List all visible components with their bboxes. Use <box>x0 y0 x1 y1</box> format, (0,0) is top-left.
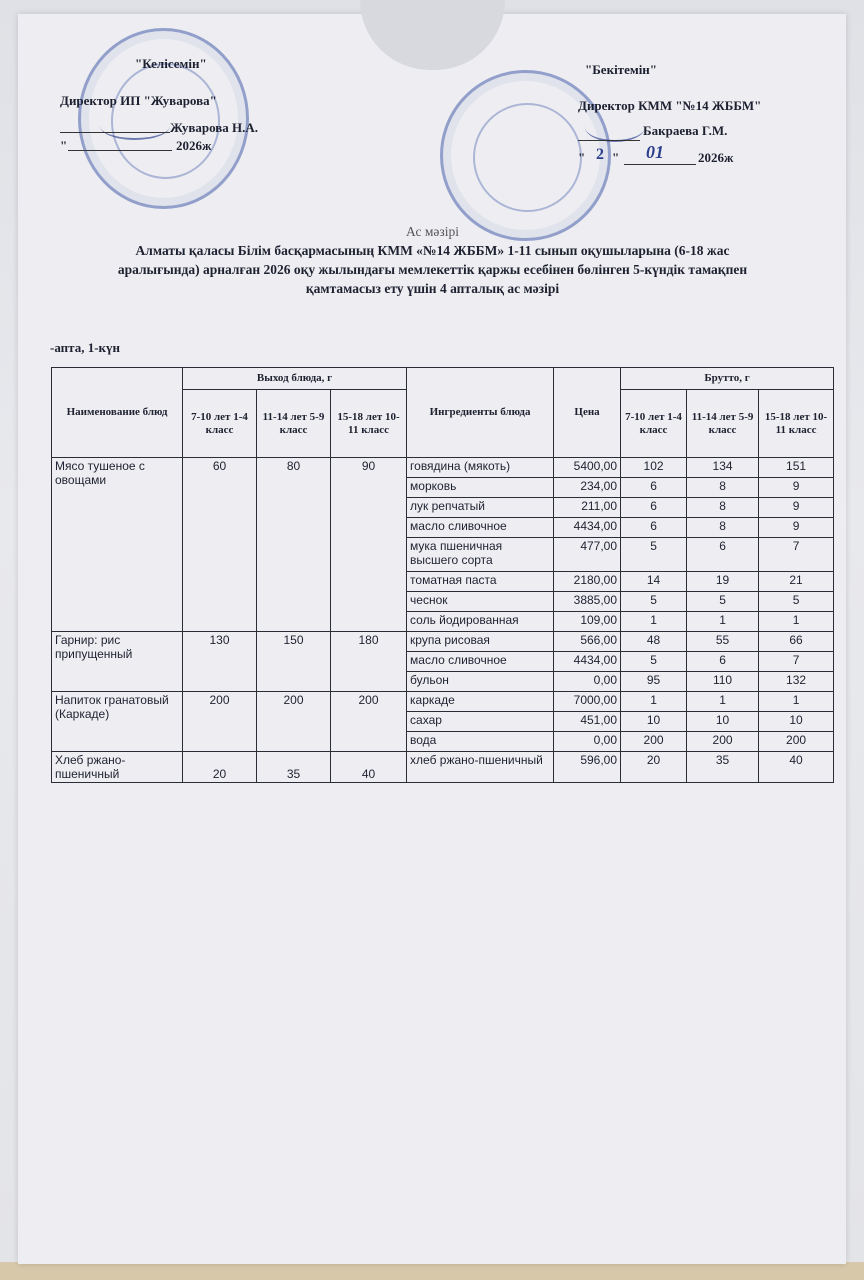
dish-yield-1: 130 <box>183 632 257 692</box>
ingredient-name: лук репчатый <box>407 498 554 518</box>
gross-age-1: 1 <box>621 692 687 712</box>
approval-right-date-quote: " <box>578 150 586 165</box>
gross-age-3: 21 <box>759 572 834 592</box>
dish-name: Мясо тушеное с овощами <box>52 458 183 632</box>
approval-right-name: Бакраева Г.М. <box>643 123 728 138</box>
ingredient-name: мука пшеничная высшего сорта <box>407 538 554 572</box>
approval-right-position: Директор КММ "№14 ЖББМ" <box>578 98 762 113</box>
header-ingredients: Ингредиенты блюда <box>407 368 554 458</box>
ingredient-name: вода <box>407 732 554 752</box>
gross-age-1: 5 <box>621 592 687 612</box>
dish-yield-3: 90 <box>331 458 407 632</box>
ingredient-price: 7000,00 <box>554 692 621 712</box>
table-row <box>52 458 834 478</box>
approval-right-date-line <box>624 164 696 165</box>
gross-age-3: 1 <box>759 612 834 632</box>
approval-left-label: "Келісемін" <box>135 56 207 71</box>
gross-age-1: 200 <box>621 732 687 752</box>
menu-table-body <box>52 458 834 783</box>
ingredient-name: бульон <box>407 672 554 692</box>
seal-stamp-right <box>440 70 611 241</box>
table-row <box>52 752 834 783</box>
gross-age-2: 35 <box>687 752 759 783</box>
table-row <box>52 692 834 712</box>
header-yield-age-1: 7-10 лет 1-4 класс <box>183 390 257 458</box>
approval-left-date: 2026ж <box>176 138 212 153</box>
gross-age-2: 134 <box>687 458 759 478</box>
header-price: Цена <box>554 368 621 458</box>
approval-left-signature-line <box>60 132 170 133</box>
gross-age-3: 10 <box>759 712 834 732</box>
gross-age-1: 14 <box>621 572 687 592</box>
dish-yield-3: 200 <box>331 692 407 752</box>
gross-age-3: 151 <box>759 458 834 478</box>
ingredient-price: 3885,00 <box>554 592 621 612</box>
gross-age-3: 7 <box>759 652 834 672</box>
gross-age-2: 1 <box>687 612 759 632</box>
approval-right-signature-line <box>578 140 640 141</box>
title-line-1: Ас мәзірі <box>406 224 459 239</box>
gross-age-1: 10 <box>621 712 687 732</box>
gross-age-1: 6 <box>621 498 687 518</box>
gross-age-3: 1 <box>759 692 834 712</box>
header-gross: Брутто, г <box>621 368 834 390</box>
dish-yield-1: 200 <box>183 692 257 752</box>
gross-age-3: 40 <box>759 752 834 783</box>
header-gross-age-2: 11-14 лет 5-9 класс <box>687 390 759 458</box>
dish-yield-1: 20 <box>183 752 257 783</box>
gross-age-2: 200 <box>687 732 759 752</box>
approval-left-date-line <box>68 150 172 151</box>
approval-right-date-quote-close: " <box>612 150 620 165</box>
ingredient-price: 2180,00 <box>554 572 621 592</box>
approval-left-date-quote: " <box>60 138 68 153</box>
signature-right <box>585 112 645 142</box>
ingredient-name: чеснок <box>407 592 554 612</box>
gross-age-3: 132 <box>759 672 834 692</box>
title-line-4: қамтамасыз ету үшін 4 апталық ас мәзірі <box>305 281 560 296</box>
menu-title <box>60 222 805 298</box>
ingredient-price: 0,00 <box>554 672 621 692</box>
menu-table <box>51 367 834 783</box>
ingredient-name: говядина (мякоть) <box>407 458 554 478</box>
ingredient-name: крупа рисовая <box>407 632 554 652</box>
dish-name: Хлеб ржано-пшеничный <box>52 752 183 783</box>
ingredient-price: 109,00 <box>554 612 621 632</box>
dish-yield-2: 80 <box>257 458 331 632</box>
gross-age-2: 110 <box>687 672 759 692</box>
ingredient-name: сахар <box>407 712 554 732</box>
gross-age-2: 8 <box>687 478 759 498</box>
approval-right-date: 2026ж <box>698 150 734 165</box>
gross-age-2: 55 <box>687 632 759 652</box>
ingredient-price: 211,00 <box>554 498 621 518</box>
header-dish: Наименование блюд <box>52 368 183 458</box>
gross-age-3: 200 <box>759 732 834 752</box>
gross-age-1: 6 <box>621 478 687 498</box>
approval-left-name: Жуварова Н.А. <box>170 120 259 135</box>
ingredient-price: 4434,00 <box>554 652 621 672</box>
header-gross-age-3: 15-18 лет 10-11 класс <box>759 390 834 458</box>
header-gross-age-1: 7-10 лет 1-4 класс <box>621 390 687 458</box>
gross-age-3: 7 <box>759 538 834 572</box>
gross-age-2: 5 <box>687 592 759 612</box>
gross-age-2: 8 <box>687 498 759 518</box>
gross-age-1: 95 <box>621 672 687 692</box>
signature-left <box>100 112 170 140</box>
dish-name: Напиток гранатовый (Каркаде) <box>52 692 183 752</box>
gross-age-2: 19 <box>687 572 759 592</box>
approval-right-day: 2 <box>596 146 604 163</box>
gross-age-1: 1 <box>621 612 687 632</box>
approval-right-month: 01 <box>646 142 664 162</box>
ingredient-price: 566,00 <box>554 632 621 652</box>
gross-age-3: 9 <box>759 518 834 538</box>
ingredient-name: хлеб ржано-пшеничный <box>407 752 554 783</box>
gross-age-1: 5 <box>621 538 687 572</box>
gross-age-2: 6 <box>687 652 759 672</box>
gross-age-2: 1 <box>687 692 759 712</box>
ingredient-name: масло сливочное <box>407 518 554 538</box>
title-line-3: аралығында) арналған 2026 оқу жылындағы мемлекеттік қаржы есебінен бөлінген 5-күндік тамақпен <box>117 262 748 277</box>
header-yield-age-2: 11-14 лет 5-9 класс <box>257 390 331 458</box>
ingredient-price: 5400,00 <box>554 458 621 478</box>
gross-age-2: 8 <box>687 518 759 538</box>
gross-age-1: 102 <box>621 458 687 478</box>
dish-yield-1: 60 <box>183 458 257 632</box>
header-yield: Выход блюда, г <box>183 368 407 390</box>
ingredient-price: 234,00 <box>554 478 621 498</box>
week-day-label: -апта, 1-күн <box>50 340 121 355</box>
approval-left-position: Директор ИП "Жуварова" <box>60 93 217 108</box>
title-line-2: Алматы қаласы Білім басқармасының КММ «№14 ЖББМ» 1-11 сынып оқушыларына (6-18 жас <box>135 243 730 258</box>
ingredient-price: 4434,00 <box>554 518 621 538</box>
dish-yield-2: 35 <box>257 752 331 783</box>
ingredient-price: 596,00 <box>554 752 621 783</box>
gross-age-3: 5 <box>759 592 834 612</box>
ingredient-name: морковь <box>407 478 554 498</box>
ingredient-name: томатная паста <box>407 572 554 592</box>
ingredient-price: 477,00 <box>554 538 621 572</box>
gross-age-3: 9 <box>759 498 834 518</box>
dish-yield-3: 40 <box>331 752 407 783</box>
gross-age-3: 66 <box>759 632 834 652</box>
ingredient-name: масло сливочное <box>407 652 554 672</box>
dish-yield-2: 150 <box>257 632 331 692</box>
gross-age-2: 10 <box>687 712 759 732</box>
gross-age-1: 5 <box>621 652 687 672</box>
gross-age-2: 6 <box>687 538 759 572</box>
dish-name: Гарнир: рис припущенный <box>52 632 183 692</box>
approval-right-label: "Бекітемін" <box>585 62 658 77</box>
wall-baseboard <box>0 1262 864 1280</box>
table-row <box>52 632 834 652</box>
header-yield-age-3: 15-18 лет 10-11 класс <box>331 390 407 458</box>
ingredient-name: соль йодированная <box>407 612 554 632</box>
gross-age-1: 6 <box>621 518 687 538</box>
gross-age-1: 48 <box>621 632 687 652</box>
ingredient-price: 451,00 <box>554 712 621 732</box>
ingredient-price: 0,00 <box>554 732 621 752</box>
dish-yield-3: 180 <box>331 632 407 692</box>
gross-age-1: 20 <box>621 752 687 783</box>
gross-age-3: 9 <box>759 478 834 498</box>
ingredient-name: каркаде <box>407 692 554 712</box>
dish-yield-2: 200 <box>257 692 331 752</box>
